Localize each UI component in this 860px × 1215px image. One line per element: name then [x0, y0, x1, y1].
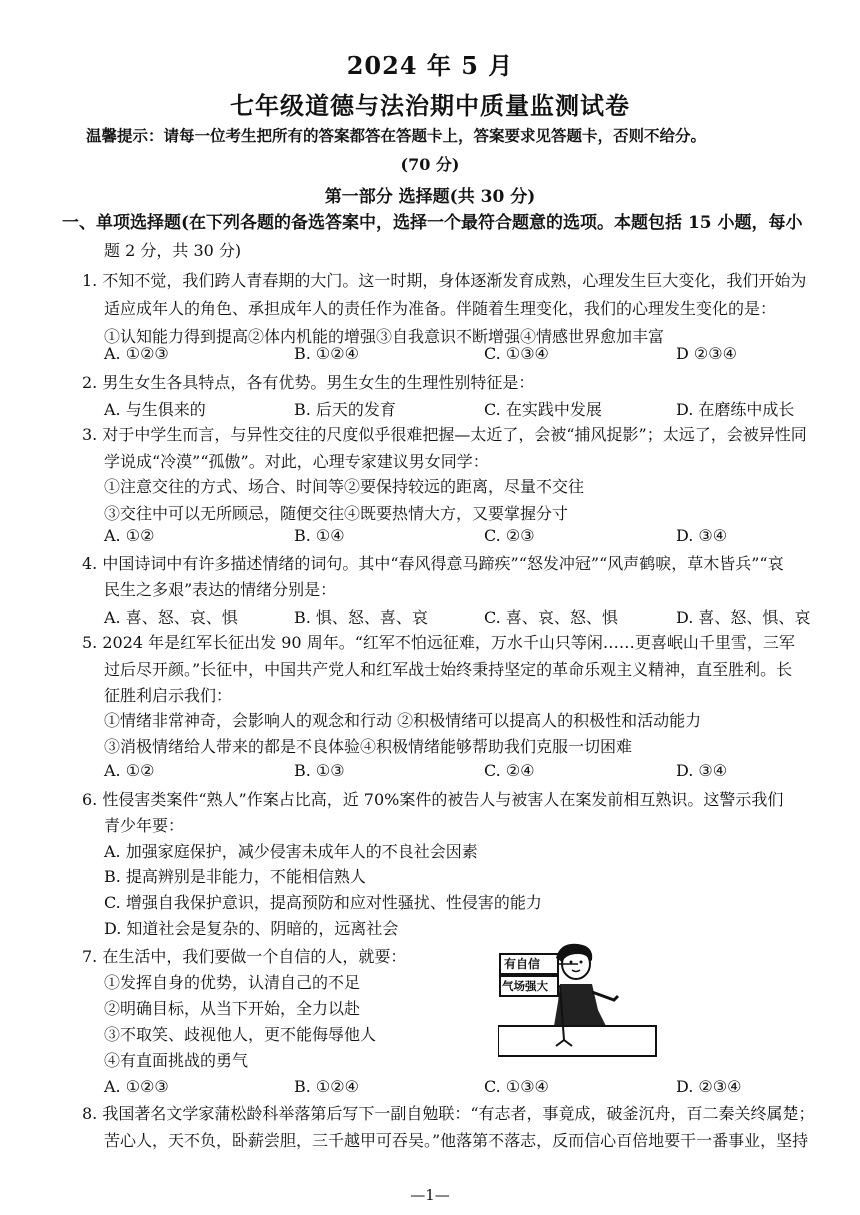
question-7-stem: 7. 在生活中，我们要做一个自信的人，就要：: [82, 947, 407, 966]
exam-total-score: (70 分): [400, 155, 460, 174]
question-2-options: [104, 397, 824, 419]
question-1-stem-1: 1. 不知不觉，我们跨人青春期的大门。这一时期，身体逐渐发育成熟，心理发生巨大变化，我们开始为: [82, 271, 807, 290]
exam-date: 2024 年 5 月: [346, 51, 514, 80]
question-7-statement-3: ③不取笑、歧视他人，更不能侮辱他人: [104, 1025, 377, 1044]
question-8-stem-1: 8. 我国著名文学家蒲松龄科举落第后写下一副自勉联：“有志者，事竟成，破釜沉舟，百二秦关终属楚；: [82, 1104, 815, 1123]
option-a: A. 喜、怒、哀、惧: [104, 608, 238, 627]
question-1-statements: ①认知能力得到提高②体内机能的增强③自我意识不断增强④情感世界愈加丰富: [104, 327, 665, 346]
option-c: C. 在实践中发展: [484, 400, 602, 419]
confidence-illustration: [498, 940, 658, 1058]
question-4-stem-1: 4. 中国诗词中有许多描述情绪的词句。其中“春风得意马蹄疾”“怒发冲冠”“风声鹤唳，草木皆兵”“哀: [82, 554, 784, 573]
option-b: B. ①④: [294, 526, 345, 545]
question-6-option-b: B. 提高辨别是非能力，不能相信熟人: [104, 867, 366, 886]
option-c: C. ②④: [484, 761, 535, 780]
page-number: —1—: [410, 1186, 450, 1204]
option-a: A. ①②: [104, 761, 155, 780]
option-c: C. ②③: [484, 526, 535, 545]
question-5-stem-1: 5. 2024 年是红军长征出发 90 周年。“红军不怕远征难，万水千山只等闲……更喜岷山千里雪，三军: [82, 633, 795, 652]
option-d: D ②③④: [676, 344, 737, 363]
section-heading-line1: 一、单项选择题(在下列各题的备选答案中，选择一个最符合题意的选项。本题包括 15 小题，每小: [62, 213, 803, 233]
question-3-statements-1: ①注意交往的方式、场合、时间等②要保持较远的距离，尽量不交往: [104, 477, 585, 496]
question-3-statements-2: ③交往中可以无所顾忌，随便交往④既要热情大方，又要掌握分寸: [104, 504, 569, 523]
question-7-statement-1: ①发挥自身的优势，认清自己的不足: [104, 973, 361, 992]
question-7-statement-2: ②明确目标，从当下开始，全力以赴: [104, 999, 361, 1018]
question-3-options: [104, 526, 824, 548]
option-a: A. 与生俱来的: [104, 400, 206, 419]
question-7-statement-4: ④有直面挑战的勇气: [104, 1051, 249, 1070]
option-b: B. ①②④: [294, 344, 359, 363]
question-6-stem-2: 青少年要：: [104, 816, 185, 835]
option-b: B. ①②④: [294, 1077, 359, 1096]
question-4-stem-2: 民生之多艰”表达的情绪分别是：: [104, 580, 337, 599]
question-6-option-a: A. 加强家庭保护，减少侵害未成年人的不良社会因素: [104, 842, 478, 861]
option-d: D. ③④: [676, 526, 728, 545]
question-5-statements-2: ③消极情绪给人带来的都是不良体验④积极情绪能够帮助我们克服一切困难: [104, 737, 633, 756]
question-6-stem-1: 6. 性侵害类案件“熟人”作案占比高，近 70%案件的被告人与被害人在案发前相互熟识。这警示我们: [82, 790, 784, 809]
part-heading: 第一部分 选择题(共 30 分): [324, 187, 536, 207]
sign-confident: 有自信: [504, 957, 541, 971]
option-d: D. 喜、怒、惧、哀: [676, 608, 811, 627]
option-c: C. 喜、哀、怒、惧: [484, 608, 618, 627]
sign-aura: 气场强大: [502, 979, 548, 993]
option-c: C. ①③④: [484, 344, 549, 363]
question-2-stem: 2. 男生女生各具特点，各有优势。男生女生的生理性别特征是：: [82, 373, 535, 392]
question-8-stem-2: 苦心人，天不负，卧薪尝胆，三千越甲可吞吴。”他落第不落志，反而信心百倍地要干一番事业，坚持: [104, 1131, 809, 1150]
question-4-options: [104, 605, 824, 627]
question-3-stem-2: 学说成“冷漠”“孤傲”。对此，心理专家建议男女同学：: [104, 452, 489, 471]
option-a: A. ①②③: [104, 1077, 169, 1096]
option-d: D. ②③④: [676, 1077, 742, 1096]
question-1-stem-2: 适应成年人的角色、承担成年人的责任作为准备。伴随着生理变化，我们的心理发生变化的是：: [104, 299, 777, 318]
option-d: D. ③④: [676, 761, 728, 780]
exam-title: 七年级道德与法治期中质量监测试卷: [230, 91, 630, 120]
question-5-statements-1: ①情绪非常神奇，会影响人的观念和行动 ②积极情绪可以提高人的积极性和活动能力: [104, 711, 702, 730]
question-7-options: [104, 1077, 824, 1099]
option-a: A. ①②③: [104, 344, 169, 363]
question-6-option-d: D. 知道社会是复杂的、阴暗的，远离社会: [104, 919, 399, 938]
question-1-options: [104, 344, 824, 366]
option-b: B. 后天的发育: [294, 400, 396, 419]
question-6-option-c: C. 增强自我保护意识，提高预防和应对性骚扰、性侵害的能力: [104, 893, 542, 912]
question-5-stem-2: 过后尽开颜。”长征中，中国共产党人和红军战士始终秉持坚定的革命乐观主义精神，直至胜利。长: [104, 660, 793, 679]
section-heading-line2: 题 2 分，共 30 分): [104, 241, 242, 260]
option-a: A. ①②: [104, 526, 155, 545]
question-5-stem-3: 征胜利启示我们：: [104, 686, 233, 705]
option-b: B. 惧、怒、喜、哀: [294, 608, 428, 627]
exam-tip: 温馨提示：请每一位考生把所有的答案都答在答题卡上，答案要求见答题卡，否则不给分。: [86, 126, 707, 145]
option-c: C. ①③④: [484, 1077, 549, 1096]
question-5-options: [104, 761, 824, 783]
option-d: D. 在磨练中成长: [676, 400, 795, 419]
question-3-stem-1: 3. 对于中学生而言，与异性交往的尺度似乎很难把握—太近了，会被“捕风捉影”；太远了，会被异性同: [82, 425, 807, 444]
option-b: B. ①③: [294, 761, 345, 780]
